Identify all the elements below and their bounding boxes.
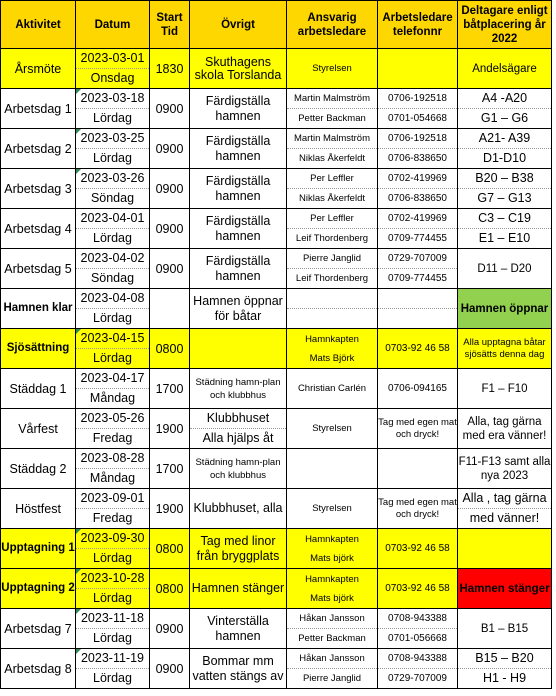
date-value: 2023-04-01: [76, 209, 149, 229]
participants-2: med vänner!: [469, 511, 540, 525]
activity-cell: Upptagning 2: [1, 569, 76, 609]
table-row: [1, 249, 552, 289]
ovrigt-cell: Färdigställa hamnen: [190, 169, 287, 209]
lead-1: Håkan Jansson: [287, 649, 377, 669]
weekday-value: Lördag: [93, 231, 132, 245]
comment-marker: [76, 529, 81, 534]
start-time-cell: 0900: [150, 249, 190, 289]
participants-cell: Alla, tag gärna med era vänner!: [458, 409, 552, 449]
lead-cell: Styrelsen: [287, 489, 378, 529]
table-row: [1, 209, 552, 249]
table-row: [1, 529, 552, 569]
start-time-cell: 1700: [150, 449, 190, 489]
participants-cell: [458, 89, 552, 129]
date-cell: [76, 209, 150, 249]
date-cell: [76, 609, 150, 649]
participants-2: H1 - H9: [482, 671, 527, 685]
comment-marker: [76, 129, 81, 134]
date-cell: [76, 529, 150, 569]
lead-cell: Christian Carlén: [287, 369, 378, 409]
phone-cell: [378, 289, 458, 329]
date-value: 2023-04-08: [76, 289, 149, 309]
lead-1: Per Leffler: [287, 209, 377, 229]
phone-2: 0706-838650: [388, 153, 447, 164]
phone-1: 0702-419969: [378, 169, 457, 189]
participants-1: C3 – C19: [458, 209, 551, 229]
start-time-cell: 1830: [150, 49, 190, 89]
participants-1: A4 -A20: [458, 89, 551, 109]
weekday-value: Lördag: [93, 311, 132, 325]
activity-cell: Städdag 2: [1, 449, 76, 489]
comment-marker: [76, 609, 81, 614]
comment-marker: [76, 169, 81, 174]
start-time-cell: 1700: [150, 369, 190, 409]
date-cell: [76, 169, 150, 209]
date-cell: [76, 129, 150, 169]
ovrigt-cell: [190, 329, 287, 369]
start-time-cell: 0900: [150, 89, 190, 129]
phone-1: 0708-943388: [378, 609, 457, 629]
date-cell: [76, 249, 150, 289]
participants-cell: [458, 489, 552, 529]
lead-cell: [287, 569, 378, 609]
phone-1: 0708-943388: [378, 649, 457, 669]
lead-2: Pierre Janglid: [302, 673, 362, 684]
start-time-cell: 0800: [150, 569, 190, 609]
lead-2: Mats björk: [310, 552, 354, 564]
date-cell: [76, 369, 150, 409]
ovrigt-cell: Hamnen öppnar för båtar: [190, 289, 287, 329]
start-time-cell: [150, 289, 190, 329]
header-start-tid: Start Tid: [150, 1, 190, 49]
start-time-cell: 0800: [150, 329, 190, 369]
lead-1: Martin Malmström: [287, 129, 377, 149]
start-time-cell: 1900: [150, 489, 190, 529]
phone-cell: 0703-92 46 58: [378, 329, 458, 369]
phone-2: 0701-056668: [388, 633, 447, 644]
weekday-value: Lördag: [93, 111, 132, 125]
phone-1: 0702-419969: [378, 209, 457, 229]
participants-cell: F11-F13 samt alla nya 2023: [458, 449, 552, 489]
start-time-cell: 0900: [150, 209, 190, 249]
participants-cell: [458, 209, 552, 249]
lead-1: Martin Malmström: [287, 89, 377, 109]
activity-cell: Arbetsdag 7: [1, 609, 76, 649]
activity-cell: Arbetsdag 3: [1, 169, 76, 209]
phone-cell: [378, 169, 458, 209]
activity-cell: Arbetsdag 2: [1, 129, 76, 169]
phone-cell: [378, 609, 458, 649]
lead-cell: Styrelsen: [287, 409, 378, 449]
participants-2: D1-D10: [482, 151, 527, 165]
start-time-cell: 0800: [150, 529, 190, 569]
date-value: 2023-04-17: [76, 369, 149, 389]
date-value: 2023-04-02: [76, 249, 149, 269]
ovrigt-cell: Tag med linor från bryggplats: [190, 529, 287, 569]
lead-cell: [287, 169, 378, 209]
phone-cell: [378, 649, 458, 689]
participants-cell: Andelsägare: [458, 49, 552, 89]
date-value: 2023-09-01: [76, 489, 149, 509]
participants-cell: Hamnen öppnar: [458, 289, 552, 329]
date-value: 2023-05-26: [76, 409, 149, 429]
comment-marker: [76, 329, 81, 334]
start-time-cell: 0900: [150, 609, 190, 649]
date-cell: [76, 49, 150, 89]
start-time-cell: 1900: [150, 409, 190, 449]
lead-cell: [287, 129, 378, 169]
activity-cell: Vårfest: [1, 409, 76, 449]
lead-cell: [287, 649, 378, 689]
weekday-value: Lördag: [93, 591, 132, 605]
lead-2: Leif Thordenberg: [295, 273, 369, 284]
header-ansvarig: Ansvarig arbetsledare: [287, 1, 378, 49]
participants-1: A21- A39: [458, 129, 551, 149]
participants-2: G1 – G6: [480, 111, 529, 125]
lead-2: Mats Björk: [309, 352, 355, 364]
lead-1: Per Leffler: [287, 169, 377, 189]
participants-2: E1 – E10: [478, 231, 531, 245]
activity-cell: Arbetsdag 1: [1, 89, 76, 129]
participants-cell: F1 – F10: [458, 369, 552, 409]
weekday-value: Fredag: [92, 511, 133, 525]
table-row: [1, 329, 552, 369]
date-cell: [76, 329, 150, 369]
participants-2: G7 – G13: [477, 191, 532, 205]
lead-2: Petter Backman: [298, 113, 366, 124]
table-row: [1, 489, 552, 529]
lead-cell: [287, 249, 378, 289]
weekday-value: Måndag: [89, 391, 136, 405]
weekday-value: Måndag: [89, 471, 136, 485]
table-row: [1, 129, 552, 169]
participants-1: B20 – B38: [458, 169, 551, 189]
phone-1: [378, 289, 457, 309]
lead-2: Niklas Åkerfeldt: [299, 193, 365, 204]
lead-2: Petter Backman: [298, 633, 366, 644]
activity-cell: Arbetsdag 4: [1, 209, 76, 249]
table-row: [1, 289, 552, 329]
phone-cell: [378, 249, 458, 289]
start-time-cell: 0900: [150, 649, 190, 689]
ovrigt-cell: [190, 409, 287, 449]
weekday-value: Söndag: [90, 191, 135, 205]
date-value: 2023-11-19: [76, 649, 149, 669]
table-row: [1, 49, 552, 89]
lead-cell: [287, 329, 378, 369]
lead-1: [287, 289, 377, 309]
date-value: 2023-11-18: [76, 609, 149, 629]
activity-cell: Årsmöte: [1, 49, 76, 89]
activity-cell: Hamnen klar: [1, 289, 76, 329]
date-cell: [76, 489, 150, 529]
phone-cell: [378, 209, 458, 249]
ovrigt-cell: Skuthagens skola Torslanda: [190, 49, 287, 89]
table-row: [1, 409, 552, 449]
table-row: [1, 649, 552, 689]
phone-2: 0706-838650: [388, 193, 447, 204]
ovrigt-cell: Städning hamn-plan och klubbhus: [190, 369, 287, 409]
ovrigt-cell: Färdigställa hamnen: [190, 209, 287, 249]
participants-cell: B1 – B15: [458, 609, 552, 649]
phone-cell: 0703-92 46 58: [378, 529, 458, 569]
date-cell: [76, 89, 150, 129]
phone-2: [378, 309, 457, 328]
lead-2: Leif Thordenberg: [295, 233, 369, 244]
phone-cell: 0703-92 46 58: [378, 569, 458, 609]
header-datum: Datum: [76, 1, 150, 49]
lead-cell: [287, 529, 378, 569]
weekday-value: Lördag: [93, 631, 132, 645]
participants-cell: [458, 129, 552, 169]
ovrigt-cell: Vinterställa hamnen: [190, 609, 287, 649]
weekday-value: Lördag: [93, 671, 132, 685]
date-value: 2023-03-26: [76, 169, 149, 189]
phone-cell: 0706-094165: [378, 369, 458, 409]
lead-cell: [287, 89, 378, 129]
phone-1: 0706-192518: [378, 89, 457, 109]
ovrigt-cell: Bommar mm vatten stängs av: [190, 649, 287, 689]
phone-2: 0701-054668: [388, 113, 447, 124]
participants-1: Alla , tag gärna: [458, 489, 551, 509]
comment-marker: [76, 89, 81, 94]
ovrigt-cell: Färdigställa hamnen: [190, 249, 287, 289]
table-row: [1, 169, 552, 209]
lead-1: Håkan Jansson: [287, 609, 377, 629]
participants-cell: [458, 169, 552, 209]
table-row: [1, 569, 552, 609]
participants-cell: D11 – D20: [458, 249, 552, 289]
weekday-value: Söndag: [90, 271, 135, 285]
header-deltagare: Deltagare enligt båtplacering år 2022: [458, 1, 552, 49]
ovrigt-cell: Städning hamn-plan och klubbhus: [190, 449, 287, 489]
ovrigt-2: Alla hjälps åt: [202, 431, 274, 445]
phone-cell: Tag med egen mat och dryck!: [378, 489, 458, 529]
date-cell: [76, 449, 150, 489]
date-value: 2023-10-28: [76, 569, 149, 589]
weekday-value: Lördag: [93, 151, 132, 165]
activity-cell: Upptagning 1: [1, 529, 76, 569]
phone-1: 0729-707009: [378, 249, 457, 269]
header-ovrigt: Övrigt: [190, 1, 287, 49]
lead-1: Pierre Janglid: [287, 249, 377, 269]
participants-cell: Hamnen stänger: [458, 569, 552, 609]
phone-cell: [378, 89, 458, 129]
activity-cell: Arbetsdag 8: [1, 649, 76, 689]
phone-cell: [378, 129, 458, 169]
weekday-value: Onsdag: [90, 71, 135, 85]
activity-cell: Sjösättning: [1, 329, 76, 369]
table-row: [1, 609, 552, 649]
header-telefon: Arbetsledare telefonnr: [378, 1, 458, 49]
weekday-value: Lördag: [93, 551, 132, 565]
ovrigt-1: Klubbhuset: [190, 409, 286, 429]
header-row: [1, 1, 552, 49]
start-time-cell: 0900: [150, 169, 190, 209]
ovrigt-cell: Färdigställa hamnen: [190, 89, 287, 129]
table-row: [1, 89, 552, 129]
ovrigt-cell: Klubbhuset, alla: [190, 489, 287, 529]
weekday-value: Lördag: [93, 351, 132, 365]
date-cell: [76, 289, 150, 329]
lead-1: Hamnkapten: [305, 533, 359, 545]
date-value: 2023-03-25: [76, 129, 149, 149]
date-value: 2023-09-30: [76, 529, 149, 549]
phone-2: 0709-774455: [388, 273, 447, 284]
participants-1: B15 – B20: [458, 649, 551, 669]
weekday-value: Fredag: [92, 431, 133, 445]
lead-2: Mats björk: [310, 592, 354, 604]
lead-1: Hamnkapten: [305, 333, 359, 345]
participants-cell: Alla upptagna båtar sjösätts denna dag: [458, 329, 552, 369]
ovrigt-cell: Hamnen stänger: [190, 569, 287, 609]
participants-cell: [458, 529, 552, 569]
phone-cell: Tag med egen mat och dryck!: [378, 409, 458, 449]
comment-marker: [76, 649, 81, 654]
lead-cell: [287, 609, 378, 649]
phone-1: 0706-192518: [378, 129, 457, 149]
lead-2: Niklas Åkerfeldt: [299, 153, 365, 164]
phone-2: 0709-774455: [388, 233, 447, 244]
table-row: [1, 449, 552, 489]
comment-marker: [76, 569, 81, 574]
lead-2: [287, 309, 377, 328]
start-time-cell: 0900: [150, 129, 190, 169]
date-value: 2023-04-15: [76, 329, 149, 349]
lead-cell: [287, 289, 378, 329]
activity-cell: Städdag 1: [1, 369, 76, 409]
lead-cell: [287, 449, 378, 489]
activity-cell: Höstfest: [1, 489, 76, 529]
date-cell: [76, 649, 150, 689]
table-row: [1, 369, 552, 409]
participants-cell: [458, 649, 552, 689]
phone-2: 0729-707009: [388, 673, 447, 684]
date-value: 2023-08-28: [76, 449, 149, 469]
lead-cell: [287, 209, 378, 249]
date-cell: [76, 409, 150, 449]
phone-cell: [378, 49, 458, 89]
date-value: 2023-03-01: [76, 49, 149, 69]
header-aktivitet: Aktivitet: [1, 1, 76, 49]
lead-1: Hamnkapten: [305, 573, 359, 585]
activity-cell: Arbetsdag 5: [1, 249, 76, 289]
ovrigt-cell: Färdigställa hamnen: [190, 129, 287, 169]
date-cell: [76, 569, 150, 609]
date-value: 2023-03-18: [76, 89, 149, 109]
lead-cell: Styrelsen: [287, 49, 378, 89]
phone-cell: [378, 449, 458, 489]
